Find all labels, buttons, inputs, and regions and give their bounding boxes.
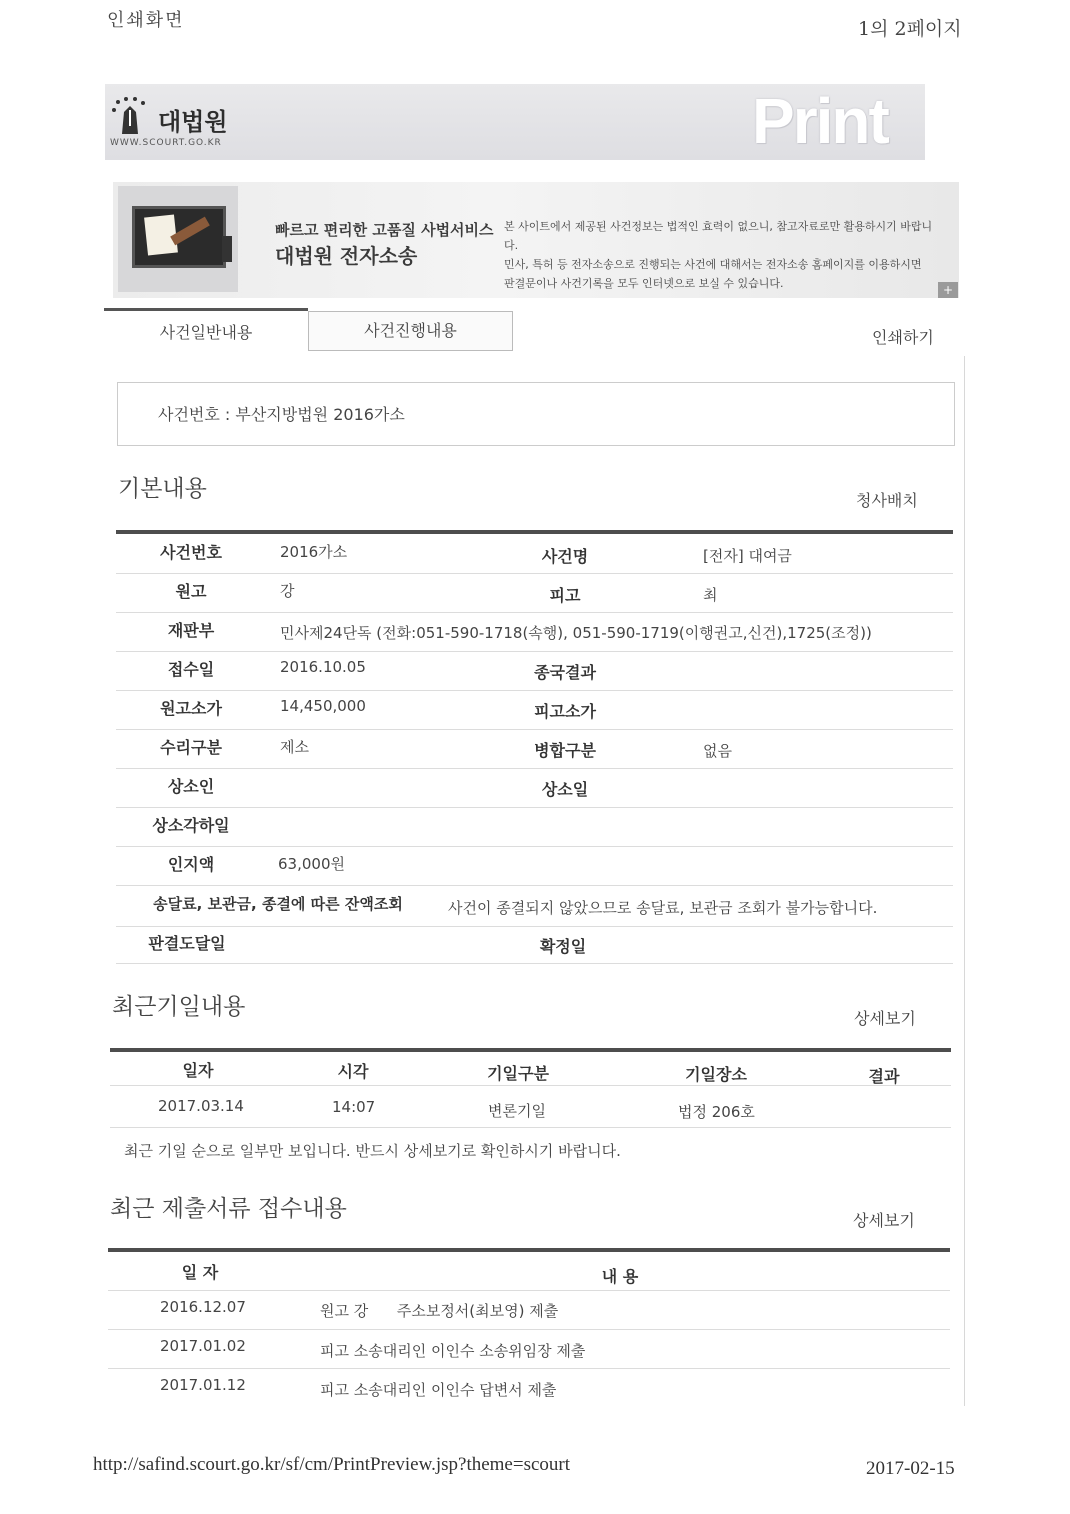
plus-icon[interactable]: +	[938, 282, 958, 298]
e-litigation-title: 대법원 전자소송	[275, 244, 418, 268]
content-border	[964, 356, 965, 1406]
value-stamp-fee: 63,000원	[278, 855, 345, 873]
header-time: 시각	[337, 1062, 369, 1081]
label-appeal-date: 상소일	[541, 780, 589, 799]
label-balance-inquiry: 송달료, 보관금, 종결에 따른 잔액조회	[153, 895, 403, 913]
hearings-detail-link[interactable]: 상세보기	[854, 1009, 916, 1028]
filing-date: 2017.01.12	[160, 1376, 246, 1394]
court-logo-icon	[110, 96, 150, 136]
print-banner-word: Print	[752, 85, 888, 157]
value-plaintiff-claim: 14,450,000	[280, 697, 366, 715]
header-filing-date: 일 자	[181, 1263, 219, 1282]
e-litigation-description	[504, 217, 944, 293]
label-merger-type: 병합구분	[534, 741, 596, 760]
section-title-filings: 최근 제출서류 접수내용	[110, 1196, 347, 1222]
filing-date: 2017.01.02	[160, 1337, 246, 1355]
value-acceptance-type: 제소	[280, 738, 309, 756]
value-balance-inquiry: 사건이 종결되지 않았으므로 송달료, 보관금 조회가 불가능합니다.	[448, 899, 878, 917]
label-finalized-date: 확정일	[539, 937, 587, 956]
label-court-division: 재판부	[167, 621, 215, 640]
section-title-hearings: 최근기일내용	[112, 994, 246, 1020]
label-stamp-fee: 인지액	[167, 855, 215, 874]
value-plaintiff: 강	[280, 582, 295, 600]
value-court-division: 민사제24단독 (전화:051-590-1718(속행), 051-590-1719(이행권고,신건),1725(조정))	[280, 624, 872, 642]
filings-detail-link[interactable]: 상세보기	[853, 1211, 915, 1230]
case-number-line: 사건번호 : 부산지방법원 2016가소	[158, 405, 405, 424]
building-layout-link[interactable]: 청사배치	[856, 491, 918, 510]
footer-date: 2017-02-15	[866, 1458, 955, 1479]
header-hearing-place: 기일장소	[685, 1065, 747, 1084]
value-defendant: 최	[703, 586, 718, 604]
label-plaintiff-claim: 원고소가	[160, 699, 222, 718]
label-judgment-delivery-date: 판결도달일	[148, 934, 226, 953]
print-screen-label: 인쇄화면	[107, 10, 185, 31]
value-filed-date: 2016.10.05	[280, 658, 366, 676]
filing-content: 원고 강 주소보정서(최보영) 제출	[320, 1302, 559, 1320]
filing-content: 피고 소송대리인 이인수 답변서 제출	[320, 1381, 557, 1399]
filing-date: 2016.12.07	[160, 1298, 246, 1316]
court-logo-text: 대법원	[158, 108, 228, 136]
header-hearing-type: 기일구분	[487, 1064, 549, 1083]
e-litigation-illustration	[118, 186, 238, 292]
e-litigation-subtitle: 빠르고 편리한 고품질 사법서비스	[275, 221, 494, 239]
value-case-name: [전자] 대여금	[703, 547, 792, 565]
label-appellant: 상소인	[167, 777, 215, 796]
label-final-result: 종국결과	[534, 663, 596, 682]
label-case-number: 사건번호	[160, 543, 222, 562]
label-plaintiff: 원고	[175, 582, 207, 601]
e-litigation-desc-line: 민사, 특허 등 전자소송으로 진행되는 사건에 대해서는 전자소송 홈페이지를 이용하시면	[504, 258, 922, 271]
hearing-place: 법정 206호	[678, 1103, 755, 1121]
hearing-type: 변론기일	[488, 1102, 546, 1120]
print-link[interactable]: 인쇄하기	[872, 328, 934, 347]
header-result: 결과	[868, 1067, 900, 1086]
header-date: 일자	[182, 1061, 214, 1080]
tab-case-progress[interactable]: 사건진행내용	[308, 311, 513, 351]
header-filing-content: 내 용	[601, 1267, 639, 1286]
filing-content: 피고 소송대리인 이인수 소송위임장 제출	[320, 1342, 586, 1360]
e-litigation-desc-line: 판결문이나 사건기록을 모두 인터넷으로 보실 수 있습니다.	[504, 277, 784, 290]
label-case-name: 사건명	[541, 547, 589, 566]
hearings-note: 최근 기일 순으로 일부만 보입니다. 반드시 상세보기로 확인하시기 바랍니다.	[124, 1142, 621, 1160]
tab-case-general[interactable]: 사건일반내용	[104, 308, 308, 357]
footer-url: http://safind.scourt.go.kr/sf/cm/PrintPreview.jsp?theme=scourt	[93, 1454, 571, 1475]
label-defendant: 피고	[549, 586, 581, 605]
label-defendant-claim: 피고소가	[534, 702, 596, 721]
label-acceptance-type: 수리구분	[160, 738, 222, 757]
e-litigation-desc-line: 본 사이트에서 제공된 사건정보는 법적인 효력이 없으니, 참고자료로만 활용하시기 바랍니다.	[504, 220, 933, 252]
court-logo-url: WWW.SCOURT.GO.KR	[110, 138, 222, 148]
hearing-date: 2017.03.14	[158, 1097, 244, 1115]
label-appeal-dismissal-date: 상소각하일	[152, 816, 230, 835]
value-case-number: 2016가소	[280, 543, 348, 561]
page-count: 1의 2페이지	[858, 18, 962, 40]
label-filed-date: 접수일	[167, 660, 215, 679]
hearing-time: 14:07	[332, 1098, 376, 1116]
value-merger-type: 없음	[703, 742, 732, 760]
section-title-basic: 기본내용	[118, 476, 207, 502]
